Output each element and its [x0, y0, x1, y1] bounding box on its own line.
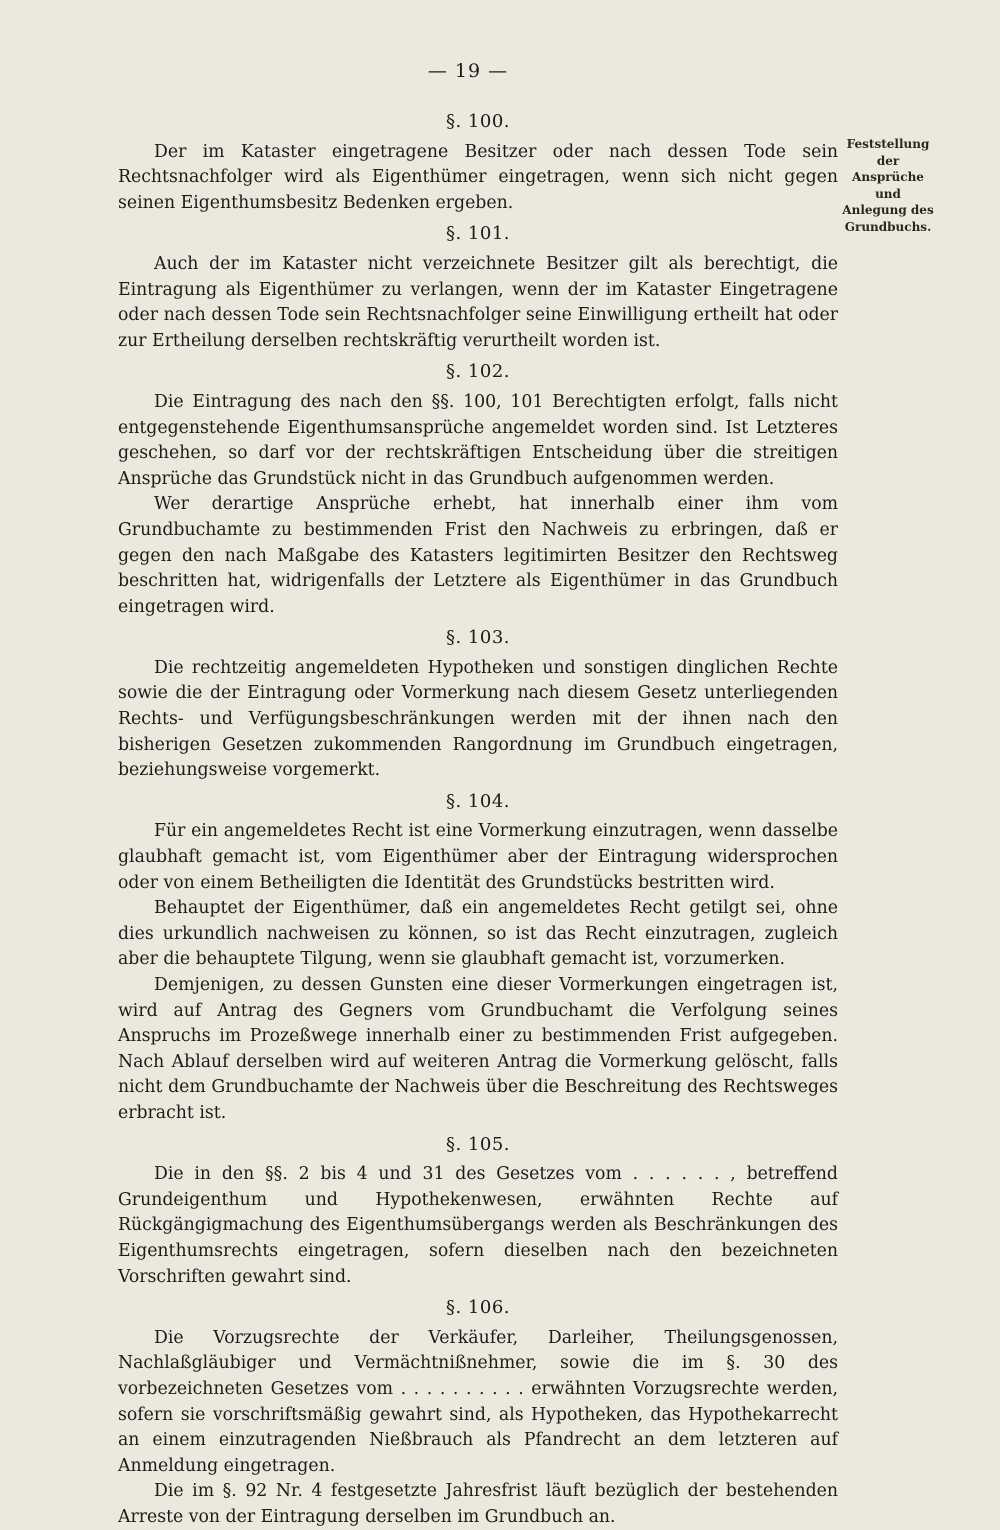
paragraph: Die rechtzeitig angemeldeten Hypotheken und sonstigen dinglichen Rechte sowie die der Eintragung oder Vormerkung nach diesem Gesetz unterliegenden Rechts- und Verfügungsbeschränkungen werden mit der ihnen nach den bisherigen Gesetzen zukommenden Rangordnung im Grundbuch eingetragen, beziehungsweise vorgemerkt. [118, 657, 838, 781]
paragraph: Auch der im Kataster nicht verzeichnete Besitzer gilt als berechtigt, die Eintragung als Eigenthümer zu verlangen, wenn der im Kataster Eingetragene oder nach dessen Tode sein Rechtsnachfolger seine Einwilligung ertheilt hat oder zur Ertheilung derselben rechtskräftig verurtheilt worden ist. [118, 253, 838, 351]
page-number: — 19 — [427, 60, 509, 82]
section-heading: §. 106. [445, 1297, 511, 1319]
paragraph: Die Eintragung des nach den §§. 100, 101 Berechtigten erfolgt, falls nicht entgegenstehende Eigenthumsansprüche angemeldet worden sind. Ist Letzteres geschehen, so darf vor der rechtskräftigen Entscheidung über die streitigen Ansprüche das Grundstück nicht in das Grundbuch aufgenommen werden. [118, 391, 838, 489]
section-105 [118, 1132, 838, 1291]
margin-note-line: und [875, 186, 901, 201]
section-103 [118, 625, 838, 784]
margin-note-line: der Ansprüche [852, 153, 924, 184]
paragraph: Der im Kataster eingetragene Besitzer oder nach dessen Tode sein Rechtsnachfolger wird als Eigenthümer eingetragen, wenn sich nicht gegen seinen Eigenthumsbesitz Bedenken ergeben. [118, 141, 838, 213]
section-heading: §. 103. [445, 627, 511, 649]
paragraph: Die im §. 92 Nr. 4 festgesetzte Jahresfrist läuft bezüglich der bestehenden Arreste von der Eintragung derselben im Grundbuch an. [118, 1481, 838, 1527]
section-heading: §. 105. [445, 1133, 511, 1155]
margin-note-line: Anlegung des [842, 203, 934, 217]
section-102 [118, 359, 838, 620]
section-101 [118, 221, 838, 354]
section-104 [118, 789, 838, 1127]
margin-note-line: Feststellung [846, 137, 930, 151]
paragraph: Die Vorzugsrechte der Verkäufer, Darleiher, Theilungsgenossen, Nachlaßgläubiger und Vermächtnißnehmer, sowie die im §. 30 des vorbezeichneten Gesetzes vom . . . . . . . . . . erwähnten Vorzugsrechte werden, sofern sie vorschriftsmäßig gewahrt sind, als Hypotheken, das Hypothekarrecht an einem einzutragenden Nießbrauch als Pfandrecht an dem letzteren auf Anmeldung eingetragen. [118, 1327, 838, 1476]
margin-note [842, 136, 934, 235]
section-heading: §. 100. [445, 111, 511, 132]
paragraph: Behauptet der Eigenthümer, daß ein angemeldetes Recht getilgt sei, ohne dies urkundlich nachweisen zu können, so ist das Recht einzutragen, zugleich aber die behauptete Tilgung, wenn sie glaubhaft gemacht ist, vorzumerken. [118, 898, 838, 970]
section-heading: §. 104. [445, 790, 511, 812]
section-100 [118, 109, 838, 216]
section-heading: §. 101. [445, 223, 511, 245]
section-106 [118, 1295, 838, 1530]
paragraph: Demjenigen, zu dessen Gunsten eine dieser Vormerkungen eingetragen ist, wird auf Antrag des Gegners vom Grundbuchamt die Verfolgung seines Anspruchs im Prozeßwege innerhalb einer zu bestimmenden Frist aufgegeben. Nach Ablauf derselben wird auf weiteren Antrag die Vormerkung gelöscht, falls nicht dem Grundbuchamte der Nachweis über die Beschreitung des Rechtsweges erbracht ist. [118, 975, 838, 1123]
margin-note-line: Grundbuchs. [844, 219, 932, 234]
section-heading: §. 102. [445, 361, 511, 383]
paragraph: Die in den §§. 2 bis 4 und 31 des Gesetzes vom . . . . . . , betreffend Grundeigenthum und Hypothekenwesen, erwähnten Rechte auf Rückgängigmachung des Eigenthumsübergangs werden als Beschränkungen des Eigenthumsrechts eingetragen, sofern dieselben nach den bezeichneten Vorschriften gewahrt sind. [118, 1164, 838, 1287]
paragraph: Für ein angemeldetes Recht ist eine Vormerkung einzutragen, wenn dasselbe glaubhaft gemacht ist, vom Eigenthümer aber der Eintragung widersprochen oder von einem Betheiligten die Identität des Grundstücks bestritten wird. [118, 821, 838, 893]
paragraph: Wer derartige Ansprüche erhebt, hat innerhalb einer ihm vom Grundbuchamte zu bestimmenden Frist den Nachweis zu erbringen, daß er gegen den nach Maßgabe des Katasters legitimirten Besitzer den Rechtsweg beschritten hat, widrigenfalls der Letztere als Eigenthümer in das Grundbuch eingetragen wird. [118, 494, 838, 617]
body-text [118, 104, 838, 1530]
